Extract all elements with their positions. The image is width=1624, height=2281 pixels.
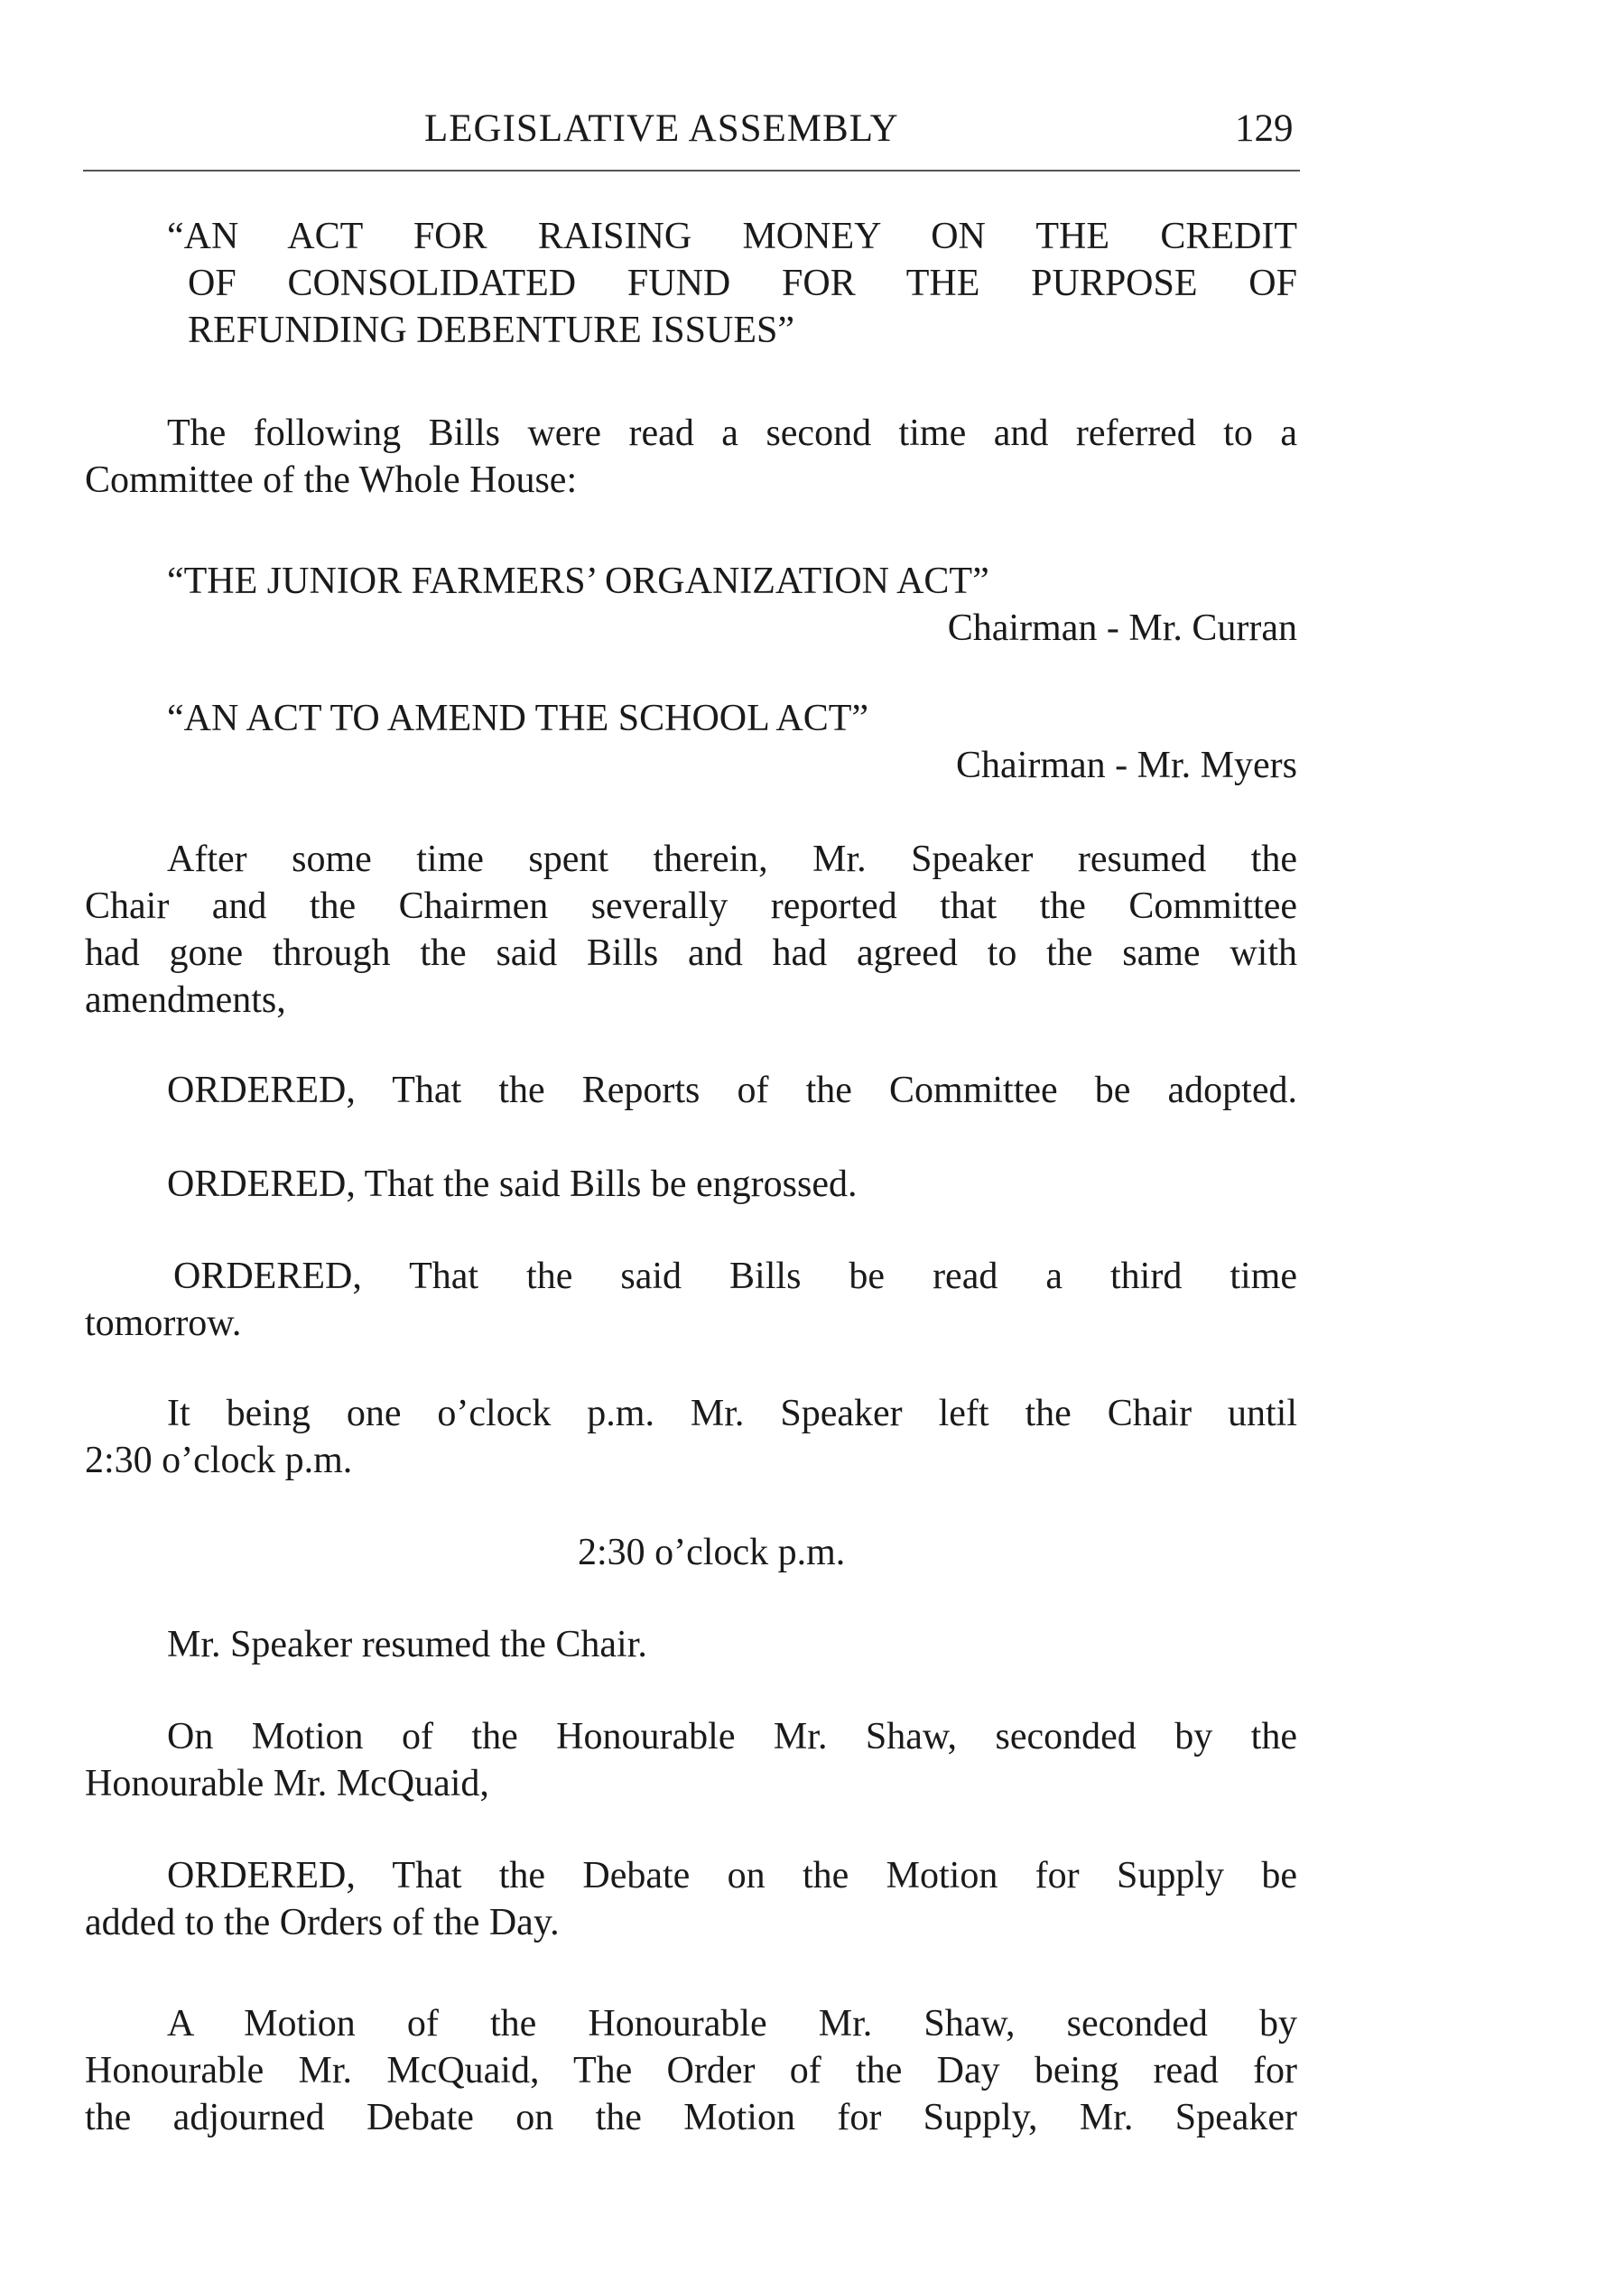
motion-line-1: On Motion of the Honourable Mr. Shaw, seconded by the — [167, 1716, 1297, 1757]
recess-line-2: 2:30 o’clock p.m. — [85, 1440, 353, 1481]
order-bills-engrossed: ORDERED, That the said Bills be engrossed. — [167, 1164, 858, 1205]
final-paragraph-line-1: A Motion of the Honourable Mr. Shaw, seconded by — [167, 2003, 1297, 2045]
order-third-reading-line-1: ORDERED, That the said Bills be read a third time — [173, 1256, 1297, 1297]
page-number: 129 — [1235, 107, 1294, 150]
paragraph-report-line-2: Chair and the Chairmen severally reported that the Committee — [85, 886, 1297, 927]
bill-title-line-1: “AN ACT FOR RAISING MONEY ON THE CREDIT — [167, 216, 1297, 257]
paragraph-second-reading-line-1: The following Bills were read a second time and referred to a — [167, 413, 1297, 454]
order-third-reading-line-2: tomorrow. — [85, 1303, 242, 1344]
final-paragraph-line-2: Honourable Mr. McQuaid, The Order of the Day being read for — [85, 2050, 1297, 2091]
bill-1-chairman: Chairman - Mr. Curran — [947, 607, 1297, 649]
paragraph-second-reading-line-2: Committee of the Whole House: — [85, 459, 578, 501]
header-rule — [83, 170, 1300, 172]
speaker-resumed: Mr. Speaker resumed the Chair. — [167, 1624, 647, 1665]
paragraph-report-line-3: had gone through the said Bills and had agreed to the same with — [85, 932, 1297, 974]
bill-title-line-3: REFUNDING DEBENTURE ISSUES” — [188, 310, 794, 351]
motion-line-2: Honourable Mr. McQuaid, — [85, 1763, 489, 1804]
running-header-title: LEGISLATIVE ASSEMBLY — [424, 107, 899, 150]
paragraph-report-line-1: After some time spent therein, Mr. Speaker resumed the — [167, 839, 1297, 880]
bill-2-chairman: Chairman - Mr. Myers — [956, 745, 1297, 786]
order-debate-line-2: added to the Orders of the Day. — [85, 1902, 560, 1943]
recess-line-1: It being one o’clock p.m. Mr. Speaker left the Chair until — [167, 1393, 1297, 1434]
bill-2-title: “AN ACT TO AMEND THE SCHOOL ACT” — [167, 698, 869, 739]
final-paragraph-line-3: the adjourned Debate on the Motion for Supply, Mr. Speaker — [85, 2097, 1297, 2138]
bill-1-title: “THE JUNIOR FARMERS’ ORGANIZATION ACT” — [167, 561, 989, 602]
order-debate-line-1: ORDERED, That the Debate on the Motion for Supply be — [167, 1855, 1297, 1896]
order-reports-adopted: ORDERED, That the Reports of the Committee be adopted. — [167, 1070, 1297, 1111]
paragraph-report-line-4: amendments, — [85, 979, 286, 1021]
time-heading: 2:30 o’clock p.m. — [578, 1532, 846, 1573]
bill-title-line-2: OF CONSOLIDATED FUND FOR THE PURPOSE OF — [188, 263, 1297, 304]
